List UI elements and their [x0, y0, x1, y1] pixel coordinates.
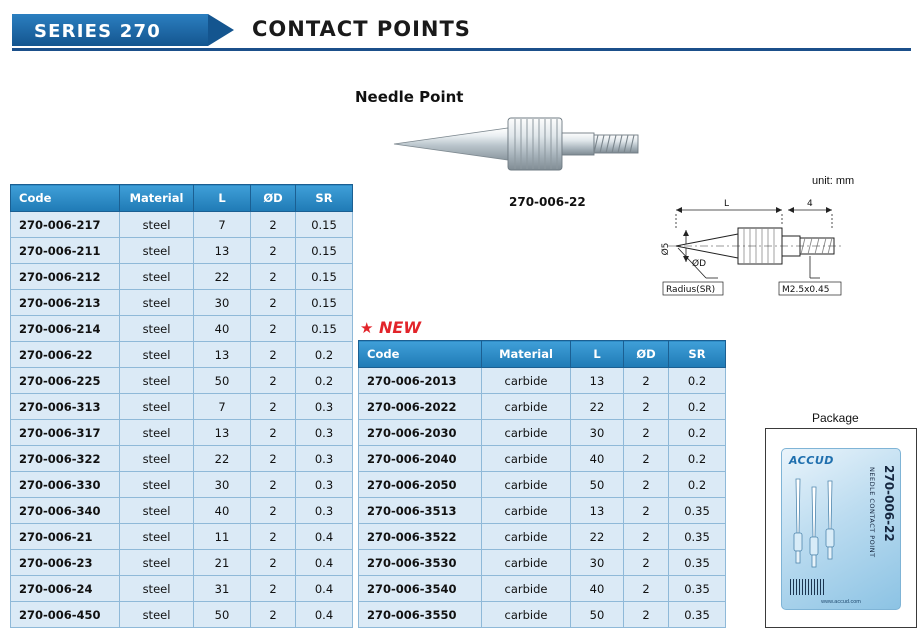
cell-sr: 0.35 [669, 550, 726, 576]
cell-material: steel [120, 342, 194, 368]
cell-sr: 0.2 [669, 420, 726, 446]
cell-material: carbide [482, 576, 571, 602]
new-label: NEW [379, 318, 421, 337]
cell-od: 2 [251, 290, 296, 316]
cell-od: 2 [251, 524, 296, 550]
cell-l: 11 [194, 524, 251, 550]
needle-point-illustration [390, 104, 670, 184]
cell-sr: 0.15 [296, 212, 353, 238]
cell-material: steel [120, 576, 194, 602]
cell-l: 13 [194, 238, 251, 264]
table-row [359, 446, 726, 472]
cell-od: 2 [624, 602, 669, 628]
cell-l: 22 [194, 264, 251, 290]
cell-l: 13 [571, 498, 624, 524]
cell-l: 40 [571, 576, 624, 602]
svg-text:L: L [724, 199, 730, 209]
cell-sr: 0.2 [669, 446, 726, 472]
cell-sr: 0.35 [669, 498, 726, 524]
column-header-material: Material [120, 185, 194, 212]
table-row [11, 472, 353, 498]
cell-material: steel [120, 420, 194, 446]
table-row [11, 420, 353, 446]
series-label: SERIES 270 [34, 21, 161, 42]
carbide-contact-points-table [358, 340, 726, 628]
cell-od: 2 [251, 498, 296, 524]
cell-od: 2 [624, 446, 669, 472]
table-header-row [359, 341, 726, 368]
cell-od: 2 [251, 394, 296, 420]
cell-od: 2 [251, 576, 296, 602]
cell-material: carbide [482, 394, 571, 420]
table-row [11, 290, 353, 316]
cell-code: 270-006-2050 [359, 472, 482, 498]
table-row [359, 420, 726, 446]
cell-code: 270-006-22 [11, 342, 120, 368]
column-header-od: ØD [251, 185, 296, 212]
cell-l: 22 [194, 446, 251, 472]
table-row [359, 576, 726, 602]
cell-l: 50 [571, 472, 624, 498]
svg-text:ØD: ØD [692, 259, 707, 269]
cell-code: 270-006-2030 [359, 420, 482, 446]
cell-l: 30 [194, 290, 251, 316]
cell-l: 7 [194, 212, 251, 238]
table-row [11, 212, 353, 238]
table-row [359, 394, 726, 420]
cell-od: 2 [251, 316, 296, 342]
cell-sr: 0.35 [669, 524, 726, 550]
cell-code: 270-006-3513 [359, 498, 482, 524]
cell-sr: 0.2 [669, 472, 726, 498]
cell-code: 270-006-330 [11, 472, 120, 498]
column-header-od: ØD [624, 341, 669, 368]
table-row [11, 498, 353, 524]
cell-sr: 0.4 [296, 524, 353, 550]
cell-od: 2 [251, 550, 296, 576]
column-header-code: Code [359, 341, 482, 368]
table-row [11, 394, 353, 420]
cell-sr: 0.3 [296, 420, 353, 446]
cell-od: 2 [624, 576, 669, 602]
cell-material: steel [120, 290, 194, 316]
cell-l: 40 [194, 316, 251, 342]
package-label: Package [812, 411, 859, 425]
cell-sr: 0.35 [669, 602, 726, 628]
table-row [11, 368, 353, 394]
cell-od: 2 [251, 368, 296, 394]
column-header-l: L [194, 185, 251, 212]
cell-code: 270-006-322 [11, 446, 120, 472]
table-row [11, 238, 353, 264]
table-row [359, 472, 726, 498]
svg-text:Ø5: Ø5 [661, 242, 671, 256]
cell-od: 2 [624, 368, 669, 394]
cell-sr: 0.2 [669, 368, 726, 394]
column-header-l: L [571, 341, 624, 368]
table-row [11, 264, 353, 290]
cell-material: carbide [482, 446, 571, 472]
table-row [359, 524, 726, 550]
cell-od: 2 [251, 264, 296, 290]
cell-code: 270-006-213 [11, 290, 120, 316]
svg-text:M2.5x0.45: M2.5x0.45 [782, 285, 830, 295]
cell-sr: 0.3 [296, 472, 353, 498]
cell-material: steel [120, 550, 194, 576]
cell-material: steel [120, 446, 194, 472]
table-row [11, 446, 353, 472]
package-product-code: 270-006-22 [882, 465, 896, 542]
table-header-row [11, 185, 353, 212]
cell-od: 2 [624, 524, 669, 550]
cell-l: 30 [194, 472, 251, 498]
cell-sr: 0.15 [296, 264, 353, 290]
table-row [11, 524, 353, 550]
cell-od: 2 [251, 212, 296, 238]
cell-code: 270-006-21 [11, 524, 120, 550]
table-row [11, 342, 353, 368]
cell-l: 40 [571, 446, 624, 472]
cell-material: steel [120, 394, 194, 420]
cell-material: carbide [482, 472, 571, 498]
cell-code: 270-006-211 [11, 238, 120, 264]
cell-material: carbide [482, 524, 571, 550]
cell-l: 21 [194, 550, 251, 576]
cell-code: 270-006-3550 [359, 602, 482, 628]
cell-code: 270-006-214 [11, 316, 120, 342]
cell-sr: 0.3 [296, 446, 353, 472]
svg-text:Radius(SR): Radius(SR) [666, 285, 716, 295]
unit-label: unit: mm [812, 175, 855, 187]
cell-l: 7 [194, 394, 251, 420]
table-row [11, 576, 353, 602]
star-icon: ★ [360, 319, 374, 337]
cell-material: carbide [482, 602, 571, 628]
cell-l: 40 [194, 498, 251, 524]
cell-od: 2 [624, 394, 669, 420]
needle-point-code: 270-006-22 [509, 195, 586, 209]
cell-sr: 0.2 [296, 342, 353, 368]
cell-material: steel [120, 238, 194, 264]
column-header-material: Material [482, 341, 571, 368]
column-header-sr: SR [669, 341, 726, 368]
cell-od: 2 [624, 472, 669, 498]
cell-l: 50 [194, 368, 251, 394]
cell-od: 2 [251, 342, 296, 368]
banner-arrow-icon [208, 14, 234, 46]
cell-material: steel [120, 368, 194, 394]
cell-od: 2 [624, 498, 669, 524]
cell-od: 2 [624, 420, 669, 446]
package-card [781, 448, 901, 610]
brand-logo: ACCUD [789, 454, 834, 467]
table-row [11, 550, 353, 576]
steel-contact-points-table [10, 184, 353, 628]
table-row [359, 602, 726, 628]
package-footer-text: www.accud.com [821, 599, 861, 605]
cell-sr: 0.15 [296, 290, 353, 316]
cell-l: 31 [194, 576, 251, 602]
cell-material: steel [120, 524, 194, 550]
cell-code: 270-006-3530 [359, 550, 482, 576]
column-header-code: Code [11, 185, 120, 212]
series-banner [12, 14, 208, 46]
cell-l: 22 [571, 524, 624, 550]
cell-material: carbide [482, 420, 571, 446]
cell-code: 270-006-317 [11, 420, 120, 446]
cell-sr: 0.4 [296, 550, 353, 576]
column-header-sr: SR [296, 185, 353, 212]
table-row [359, 368, 726, 394]
svg-text:4: 4 [807, 199, 813, 209]
cell-code: 270-006-225 [11, 368, 120, 394]
cell-l: 50 [571, 602, 624, 628]
cell-l: 30 [571, 420, 624, 446]
package-needles-illustration [788, 473, 854, 593]
dimension-drawing [660, 186, 910, 308]
cell-material: steel [120, 264, 194, 290]
cell-material: steel [120, 472, 194, 498]
cell-od: 2 [251, 238, 296, 264]
cell-od: 2 [251, 420, 296, 446]
cell-code: 270-006-2040 [359, 446, 482, 472]
table-row [359, 498, 726, 524]
cell-l: 13 [194, 342, 251, 368]
cell-material: carbide [482, 550, 571, 576]
cell-od: 2 [251, 446, 296, 472]
cell-code: 270-006-3540 [359, 576, 482, 602]
cell-code: 270-006-212 [11, 264, 120, 290]
cell-od: 2 [251, 602, 296, 628]
cell-code: 270-006-23 [11, 550, 120, 576]
cell-material: steel [120, 212, 194, 238]
cell-sr: 0.4 [296, 602, 353, 628]
cell-sr: 0.15 [296, 238, 353, 264]
cell-l: 50 [194, 602, 251, 628]
cell-l: 13 [571, 368, 624, 394]
cell-code: 270-006-450 [11, 602, 120, 628]
cell-code: 270-006-3522 [359, 524, 482, 550]
cell-material: carbide [482, 368, 571, 394]
header-divider [12, 48, 911, 51]
cell-sr: 0.4 [296, 576, 353, 602]
cell-od: 2 [624, 550, 669, 576]
cell-od: 2 [251, 472, 296, 498]
table-row [11, 316, 353, 342]
cell-sr: 0.15 [296, 316, 353, 342]
cell-code: 270-006-340 [11, 498, 120, 524]
new-badge [360, 318, 421, 337]
page-header [0, 0, 923, 52]
cell-material: carbide [482, 498, 571, 524]
cell-material: steel [120, 316, 194, 342]
table-row [11, 602, 353, 628]
page-title: CONTACT POINTS [252, 17, 471, 41]
cell-code: 270-006-2022 [359, 394, 482, 420]
cell-sr: 0.3 [296, 498, 353, 524]
cell-code: 270-006-2013 [359, 368, 482, 394]
cell-sr: 0.35 [669, 576, 726, 602]
cell-code: 270-006-217 [11, 212, 120, 238]
package-product-subtitle: NEEDLE CONTACT POINT [868, 467, 876, 558]
cell-sr: 0.2 [669, 394, 726, 420]
cell-material: steel [120, 602, 194, 628]
cell-l: 22 [571, 394, 624, 420]
barcode-icon [790, 579, 826, 595]
cell-sr: 0.2 [296, 368, 353, 394]
table-row [359, 550, 726, 576]
cell-sr: 0.3 [296, 394, 353, 420]
cell-l: 13 [194, 420, 251, 446]
cell-material: steel [120, 498, 194, 524]
needle-point-heading: Needle Point [355, 88, 464, 106]
cell-code: 270-006-313 [11, 394, 120, 420]
cell-code: 270-006-24 [11, 576, 120, 602]
cell-l: 30 [571, 550, 624, 576]
